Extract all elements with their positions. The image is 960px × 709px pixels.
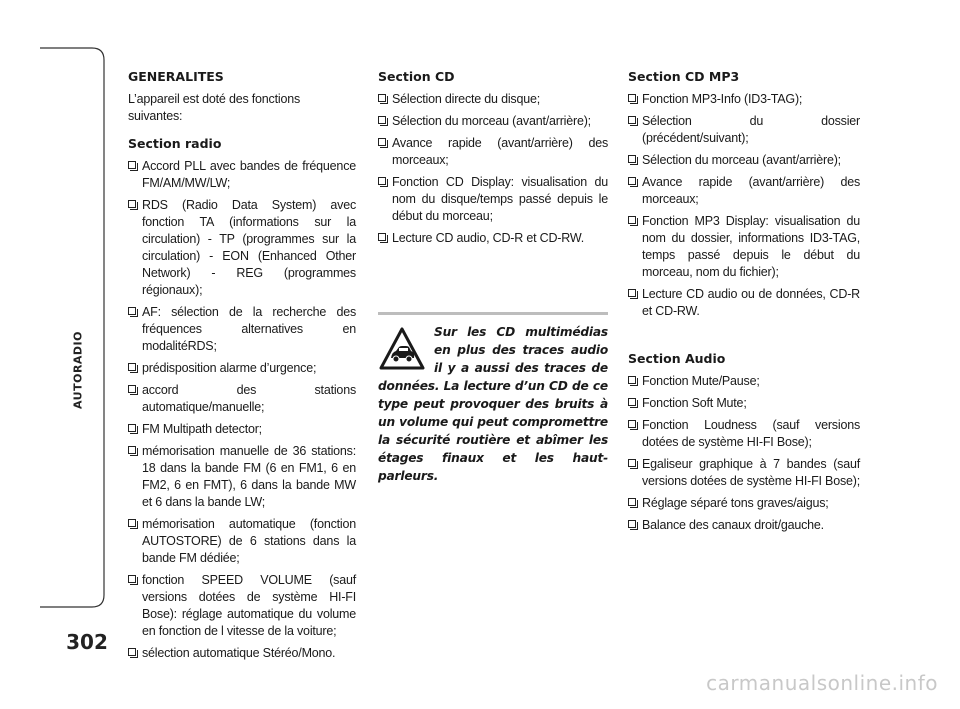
list-item: Sélection du morceau (avant/arrière); (628, 152, 860, 169)
section-cd-heading: Section CD (378, 69, 455, 84)
checkbox-bullet-icon (128, 363, 136, 371)
list-item: Avance rapide (avant/arrière) des morceaux; (628, 174, 860, 208)
list-item: Lecture CD audio ou de données, CD-R et CD-RW. (628, 286, 860, 320)
mp3-feature-list (628, 91, 860, 320)
checkbox-bullet-icon (128, 446, 136, 454)
list-item: Fonction Mute/Pause; (628, 373, 860, 390)
page-number: 302 (66, 630, 108, 654)
checkbox-bullet-icon (378, 94, 386, 102)
site-watermark: carmanualsonline.info (706, 671, 938, 695)
list-item: Fonction MP3 Display: visualisation du nom du dossier, informations ID3-TAG, temps passé depuis le début du morceau, nom du fichier); (628, 213, 860, 281)
intro-text: L’appareil est doté des fonctions suivantes: (128, 92, 300, 123)
list-item: mémorisation automatique (fonction AUTOSTORE) de 6 stations dans la bande FM dédiée; (128, 516, 356, 567)
margin-bracket-line (0, 0, 120, 709)
checkbox-bullet-icon (628, 177, 636, 185)
checkbox-bullet-icon (628, 498, 636, 506)
section-radio-heading: Section radio (128, 136, 222, 151)
multimedia-cd-warning (378, 312, 608, 485)
list-item: RDS (Radio Data System) avec fonction TA (informations sur la circulation) - TP (programmes sur la circulation) - EON (Enhanced Other Network) - REG (programmes régionaux); (128, 197, 356, 299)
list-item: Sélection directe du disque; (378, 91, 608, 108)
checkbox-bullet-icon (628, 376, 636, 384)
car-warning-triangle-icon (378, 325, 426, 373)
list-item: Sélection du dossier (précédent/suivant); (628, 113, 860, 147)
list-item: Sélection du morceau (avant/arrière); (378, 113, 608, 130)
cd-feature-list (378, 91, 608, 247)
checkbox-bullet-icon (628, 520, 636, 528)
list-item: Avance rapide (avant/arrière) des morceaux; (378, 135, 608, 169)
checkbox-bullet-icon (128, 519, 136, 527)
radio-feature-list (128, 158, 356, 662)
checkbox-bullet-icon (128, 307, 136, 315)
checkbox-bullet-icon (128, 161, 136, 169)
checkbox-bullet-icon (628, 398, 636, 406)
column-general (128, 68, 356, 667)
list-item: AF: sélection de la recherche des fréquences alternatives en modalitéRDS; (128, 304, 356, 355)
audio-feature-list (628, 373, 860, 534)
checkbox-bullet-icon (628, 289, 636, 297)
warning-text: Sur les CD multimédias en plus des traces audio il y a aussi des traces de données. La lecture d’un CD de ce type peut provoquer des bruits à un volume qui peut compromettre la sécurité routière et abîmer les étages finaux et les haut-parleurs. (378, 325, 608, 483)
list-item: Fonction Soft Mute; (628, 395, 860, 412)
list-item: Réglage séparé tons graves/aigus; (628, 495, 860, 512)
list-item: Accord PLL avec bandes de fréquence FM/AM/MW/LW; (128, 158, 356, 192)
checkbox-bullet-icon (128, 424, 136, 432)
checkbox-bullet-icon (378, 138, 386, 146)
list-item: Fonction Loudness (sauf versions dotées de système HI-FI Bose); (628, 417, 860, 451)
list-item: Lecture CD audio, CD-R et CD-RW. (378, 230, 608, 247)
list-item: Fonction CD Display: visualisation du nom du disque/temps passé depuis le début du morceau; (378, 174, 608, 225)
checkbox-bullet-icon (378, 233, 386, 241)
section-cd-mp3-heading: Section CD MP3 (628, 69, 740, 84)
list-item: prédisposition alarme d’urgence; (128, 360, 356, 377)
column-cd (378, 68, 608, 252)
checkbox-bullet-icon (628, 116, 636, 124)
section-audio-heading: Section Audio (628, 351, 726, 366)
list-item: FM Multipath detector; (128, 421, 356, 438)
generalites-heading: GENERALITES (128, 69, 224, 84)
list-item: mémorisation manuelle de 36 stations: 18 dans la bande FM (6 en FM1, 6 en FM2, 6 en FMT), 6 dans la bande MW et 6 dans la bande LW; (128, 443, 356, 511)
column-mp3-audio (628, 68, 860, 539)
checkbox-bullet-icon (128, 575, 136, 583)
list-item: Balance des canaux droit/gauche. (628, 517, 860, 534)
list-item: fonction SPEED VOLUME (sauf versions dotées de système HI-FI Bose): réglage automatique du volume en fonction de l vitesse de la voiture; (128, 572, 356, 640)
checkbox-bullet-icon (128, 200, 136, 208)
checkbox-bullet-icon (628, 459, 636, 467)
list-item: accord des stations automatique/manuelle; (128, 382, 356, 416)
checkbox-bullet-icon (128, 648, 136, 656)
checkbox-bullet-icon (628, 155, 636, 163)
checkbox-bullet-icon (378, 116, 386, 124)
checkbox-bullet-icon (628, 216, 636, 224)
list-item: Egaliseur graphique à 7 bandes (sauf versions dotées de système HI-FI Bose); (628, 456, 860, 490)
section-side-label: AUTORADIO (71, 330, 85, 410)
checkbox-bullet-icon (628, 94, 636, 102)
list-item: sélection automatique Stéréo/Mono. (128, 645, 356, 662)
checkbox-bullet-icon (128, 385, 136, 393)
list-item: Fonction MP3-Info (ID3-TAG); (628, 91, 860, 108)
checkbox-bullet-icon (628, 420, 636, 428)
checkbox-bullet-icon (378, 177, 386, 185)
